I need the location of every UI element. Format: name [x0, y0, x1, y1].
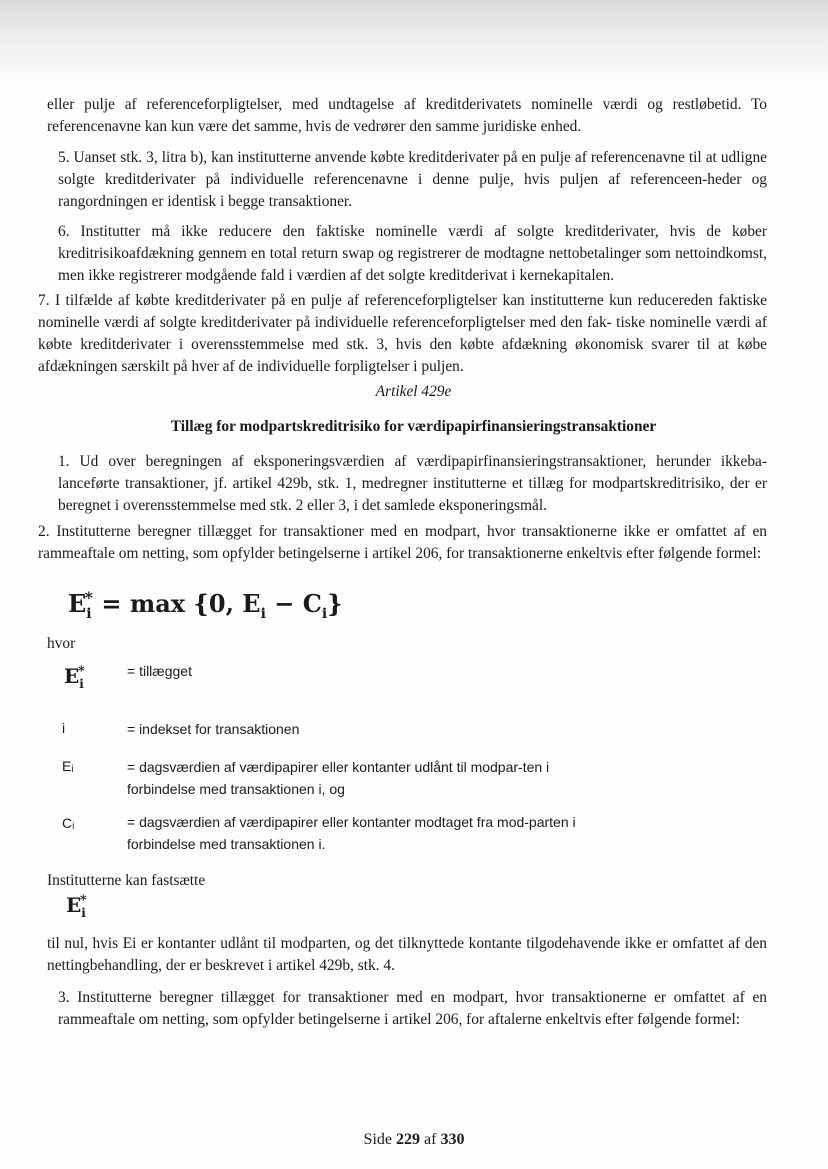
definition-text-4: = dagsværdien af værdipapirer eller kontanter modtaget fra mod-parten i forbindelse med transaktionen i. — [127, 814, 576, 852]
formula-sub2: i — [260, 605, 266, 622]
symbol-e-star-2: $E_i^*$ — [66, 893, 87, 920]
til-nul-paragraph: til nul, hvis Ei er kontanter udlånt til modparten, og det tilknyttede kontante tilgodehavende ikke er omfattet af den nettingbehandling, der er beskrevet i artikel 429b, stk. 4. — [47, 935, 767, 974]
page-footer — [0, 1131, 828, 1149]
definition-text-1: = tillægget — [127, 663, 192, 679]
formula-sub3: i — [321, 605, 328, 622]
formula-lhs: E — [68, 589, 87, 618]
footer-mid: af — [420, 1131, 441, 1148]
article-paragraph-3: 3. Institutterne beregner tillægget for transaktioner med en modpart, hvor transaktionerne er omfattet af en rammeaftale om netting, som opfylder betingelserne i artikel 206, for aftalerne enkeltvis efter følgende formel: — [58, 989, 767, 1028]
footer-total-pages: 330 — [440, 1131, 465, 1148]
definition-symbol-3: Eᵢ — [62, 758, 74, 774]
footer-page-number: 229 — [396, 1131, 420, 1148]
paragraph-7: 7. I tilfælde af købte kreditderivater på en pulje af referenceforpligtelser kan institutterne kun reducereden faktiske nominelle værdi af solgte kreditderivater på individuelle referenceforpligtelser med den fak- tiske nominelle værdi af købte kreditderivater i overensstemmelse med stk. 3, hvis den købte afdækning økonomisk svarer til at købe afdækningen særskilt på hver af de individuelle forpligtelser i puljen. — [38, 292, 767, 375]
continued-paragraph: eller pulje af referenceforpligtelser, med undtagelse af kreditderivatets nominelle værdi og restløbetid. To referencenavne kan kun være det samme, hvis de vedrører den samme juridiske enhed. — [47, 96, 767, 135]
definition-text-3: = dagsværdien af værdipapirer eller kontanter udlånt til modpar-ten i forbindelse med transaktionen i, og — [127, 759, 550, 797]
formula-main — [68, 588, 343, 622]
definition-symbol-4: Cᵢ — [62, 815, 75, 831]
formula-eq: = max {0, E — [93, 589, 261, 618]
formula-minus: − C — [265, 589, 322, 618]
formula-lhs-sub: i — [86, 605, 92, 622]
hvor-label: hvor — [47, 635, 76, 652]
scan-top-shade — [0, 0, 828, 82]
formula-close: } — [327, 589, 343, 618]
definition-text-2: = indekset for transaktionen — [127, 721, 300, 737]
formula-lhs-sup: * — [84, 588, 93, 607]
article-paragraph-2: 2. Institutterne beregner tillægget for transaktioner med en modpart, hvor transaktionerne ikke er omfattet af en rammeaftale om netting, som opfylder betingelserne i artikel 206, for transaktionerne enkeltvis efter følgende formel: — [38, 523, 767, 562]
paragraph-5: 5. Uanset stk. 3, litra b), kan institutterne anvende købte kreditderivater på en pulje af referencenavne til at udligne solgte kreditderivater på individuelle referencenavne i denne pulje, hvis puljen af referenceen-heder og rangordningen er identisk i begge transaktioner. — [58, 149, 767, 210]
kan-fastsaette-label: Institutterne kan fastsætte — [47, 872, 206, 889]
article-title: Tillæg for modpartskreditrisiko for værdipapirfinansieringstransaktioner — [170, 418, 657, 435]
article-label: Artikel 429e — [375, 383, 452, 400]
paragraph-6: 6. Institutter må ikke reducere den faktiske nominelle værdi af solgte kreditderivater, hvis de køber kreditrisikoafdækning gennem en total return swap og registrerer de modtagne nettobetalinger som nettoindkomst, men ikke registrerer modgående fald i værdien af det solgte kreditderivat i kernekapitalen. — [58, 223, 767, 284]
symbol-e-star-1: $E_i^*$ — [64, 664, 85, 691]
definition-symbol-2: i — [62, 720, 66, 736]
article-paragraph-1: 1. Ud over beregningen af eksponeringsværdien af værdipapirfinansieringstransaktioner, herunder ikkeba-lanceførte transaktioner, jf. artikel 429b, stk. 1, medregner institutterne et tillæg for modpartskreditrisiko, der er beregnet i overensstemmelse med stk. 2 eller 3, i det samlede eksponeringsmål. — [58, 453, 767, 514]
footer-prefix: Side — [363, 1131, 396, 1148]
